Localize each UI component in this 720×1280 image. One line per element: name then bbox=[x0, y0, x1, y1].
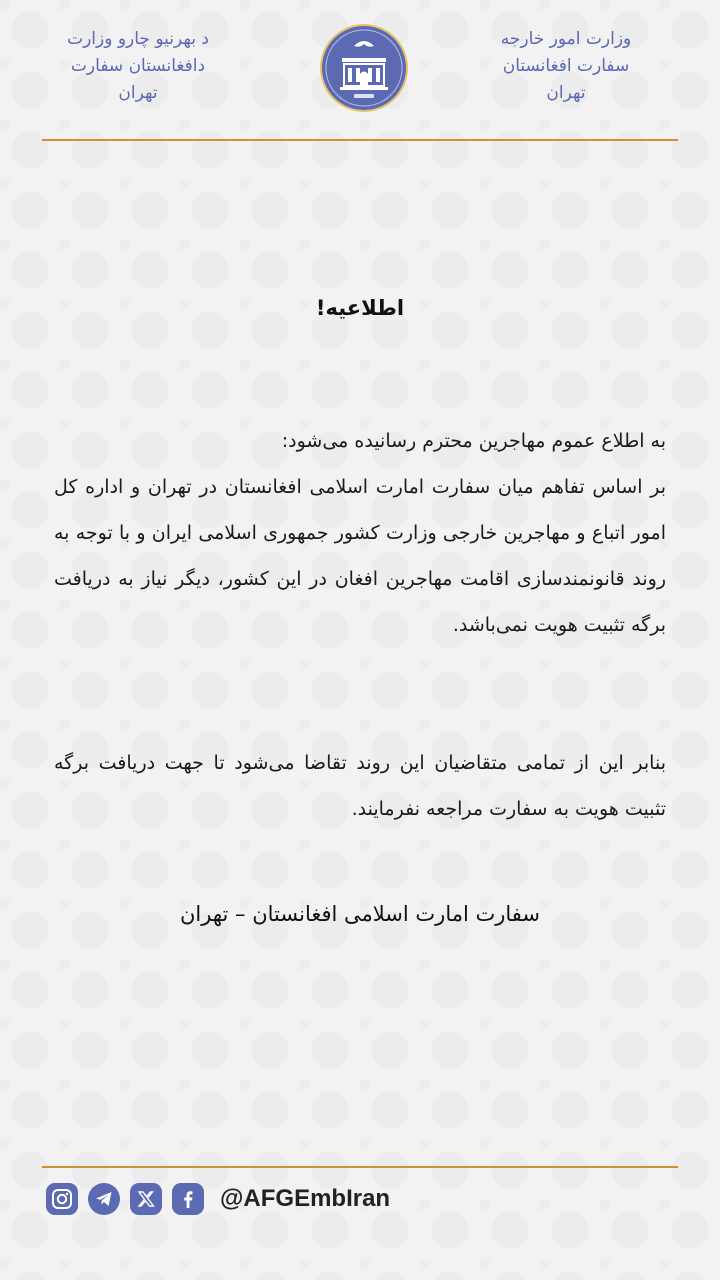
header-pashto-line-1: د بهرنیو چارو وزارت bbox=[67, 29, 209, 49]
header-persian-line-3: تهران bbox=[546, 83, 586, 103]
header-pashto-line-2: دافغانستان سفارت bbox=[70, 56, 206, 76]
header-pashto bbox=[28, 26, 248, 107]
notice-body bbox=[54, 418, 666, 648]
afghan-emblem-icon bbox=[320, 24, 408, 112]
instagram-icon[interactable] bbox=[46, 1183, 78, 1215]
header-persian bbox=[456, 26, 676, 107]
notice-request-text: بنابر این از تمامی متقاضیان این روند تقاضا می‌شود تا جهت دریافت برگه تثبیت هویت به سفارت مراجعه نفرمایند. bbox=[54, 752, 666, 820]
header-persian-line-1: وزارت امور خارجه bbox=[500, 29, 632, 49]
notice-request bbox=[54, 740, 666, 832]
social-handle[interactable]: @AFGEmbIran bbox=[220, 1185, 391, 1212]
notice-intro: به اطلاع عموم مهاجرین محترم رسانیده می‌شود: bbox=[281, 430, 666, 452]
header-persian-line-2: سفارت افغانستان bbox=[502, 56, 630, 76]
telegram-icon[interactable] bbox=[88, 1183, 120, 1215]
notice-title: اطلاعیه! bbox=[315, 296, 405, 320]
footer-divider bbox=[42, 1166, 678, 1168]
header-divider bbox=[42, 139, 678, 141]
footer-social bbox=[46, 1180, 390, 1218]
notice-signature: سفارت امارت اسلامی افغانستان – تهران bbox=[179, 902, 540, 926]
facebook-icon[interactable] bbox=[172, 1183, 204, 1215]
x-icon[interactable] bbox=[130, 1183, 162, 1215]
notice-main-text: بر اساس تفاهم میان سفارت امارت اسلامی افغانستان در تهران و اداره کل امور اتباع و مهاجرین خارجی وزارت کشور جمهوری اسلامی ایران و با توجه به روند قانونمندسازی اقامت مهاجرین افغان در این کشور، دیگر نیاز به دریافت برگه تثبیت هویت نمی‌باشد. bbox=[54, 476, 666, 636]
header-pashto-line-3: تهران bbox=[118, 83, 158, 103]
